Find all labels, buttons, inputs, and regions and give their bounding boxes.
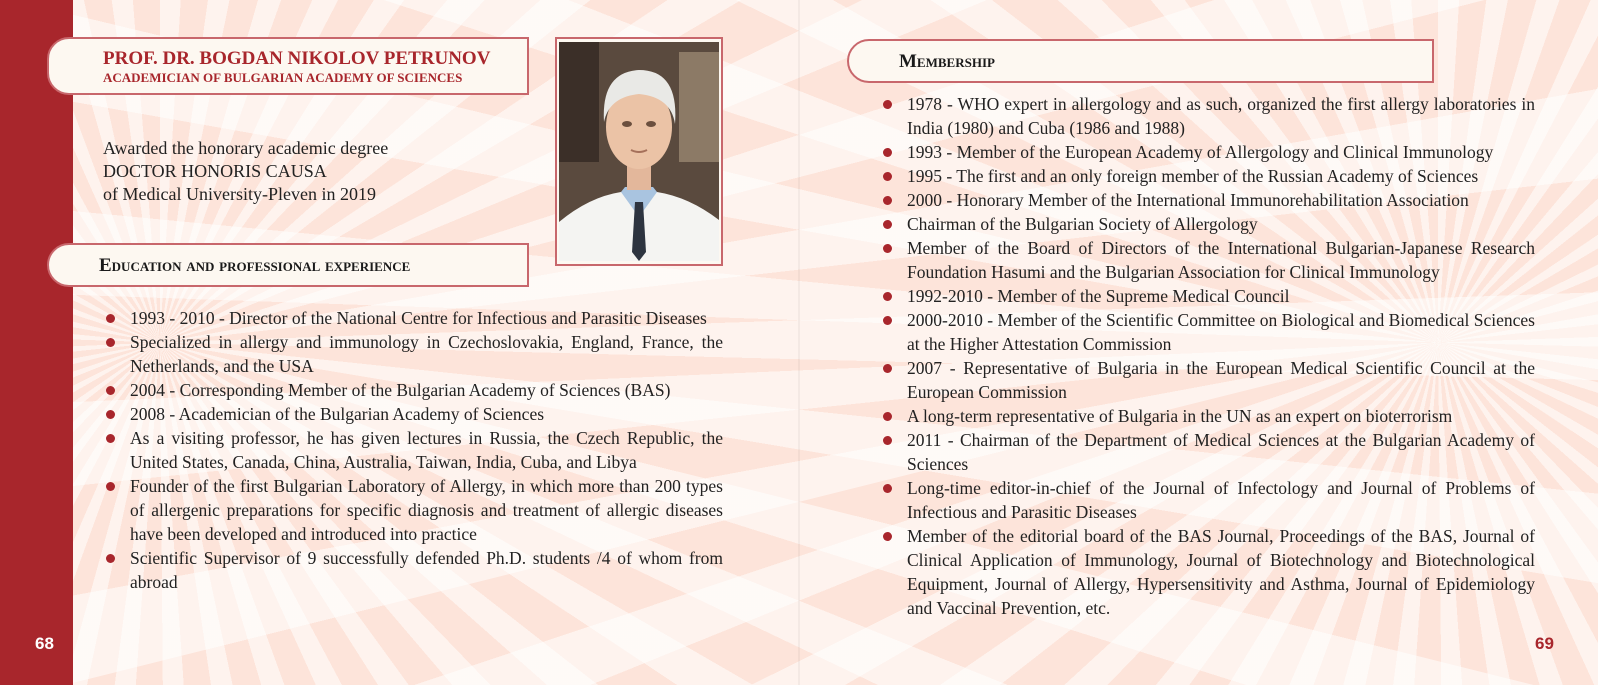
honor-line: DOCTOR HONORIS CAUSA <box>103 161 327 181</box>
list-item: 2004 - Corresponding Member of the Bulgarian Academy of Sciences (BAS) <box>103 378 723 402</box>
list-item: 2000 - Honorary Member of the International Immunorehabilitation Association <box>880 188 1535 212</box>
list-item: Founder of the first Bulgarian Laboratory of Allergy, in which more than 200 types of allergenic preparations for specific diagnosis and treatment of allergic diseases have been developed and introduced into practice <box>103 474 723 546</box>
left-spine-bar <box>0 0 73 685</box>
membership-heading-box <box>847 39 1434 83</box>
person-name: PROF. DR. BOGDAN NIKOLOV PETRUNOV <box>103 48 491 69</box>
honorary-degree-text <box>103 137 388 206</box>
list-item: Member of the editorial board of the BAS Journal, Proceedings of the BAS, Journal of Clinical Application of Immunology, Journal of Biotechnology and Biotechnological Equipment, Journal of Allergy, Hypersensitivity and Asthma, Journal of Epidemiology and Vaccinal Prevention, etc. <box>880 524 1535 620</box>
education-heading-box <box>47 243 529 287</box>
portrait-photo <box>559 42 719 261</box>
list-item: 2011 - Chairman of the Department of Medical Sciences at the Bulgarian Academy of Sciences <box>880 428 1535 476</box>
list-item: Long-time editor-in-chief of the Journal of Infectology and Journal of Problems of Infectious and Parasitic Diseases <box>880 476 1535 524</box>
list-item: 1993 - 2010 - Director of the National Centre for Infectious and Parasitic Diseases <box>103 306 723 330</box>
list-item: 1992-2010 - Member of the Supreme Medical Council <box>880 284 1535 308</box>
honor-line: Awarded the honorary academic degree <box>103 138 389 158</box>
list-item: Scientific Supervisor of 9 successfully defended Ph.D. students /4 of whom from abroad <box>103 546 723 594</box>
honor-line: of Medical University-Pleven in 2019 <box>103 184 376 204</box>
page-number-right: 69 <box>1535 634 1554 653</box>
membership-list <box>880 92 1535 620</box>
list-item: 1995 - The first and an only foreign member of the Russian Academy of Sciences <box>880 164 1535 188</box>
page-fold <box>798 0 800 685</box>
membership-heading: Membership <box>899 51 995 72</box>
page-number-left: 68 <box>35 634 54 653</box>
portrait-photo-frame <box>555 37 723 266</box>
list-item: Specialized in allergy and immunology in Czechoslovakia, England, France, the Netherlands, and the USA <box>103 330 723 378</box>
education-list <box>103 306 723 594</box>
list-item: 1993 - Member of the European Academy of Allergology and Clinical Immunology <box>880 140 1535 164</box>
list-item: 2008 - Academician of the Bulgarian Academy of Sciences <box>103 402 723 426</box>
list-item: Chairman of the Bulgarian Society of Allergology <box>880 212 1535 236</box>
person-title: ACADEMICIAN OF BULGARIAN ACADEMY OF SCIENCES <box>103 70 463 85</box>
list-item: 1978 - WHO expert in allergology and as such, organized the first allergy laboratories in India (1980) and Cuba (1986 and 1988) <box>880 92 1535 140</box>
list-item: A long-term representative of Bulgaria in the UN as an expert on bioterrorism <box>880 404 1535 428</box>
list-item: As a visiting professor, he has given lectures in Russia, the Czech Republic, the United States, Canada, China, Australia, Taiwan, India, Cuba, and Libya <box>103 426 723 474</box>
education-heading: Education and professional experience <box>99 255 411 276</box>
list-item: Member of the Board of Directors of the International Bulgarian-Japanese Research Foundation Hasumi and the Bulgarian Association for Clinical Immunology <box>880 236 1535 284</box>
list-item: 2000-2010 - Member of the Scientific Committee on Biological and Biomedical Sciences at the Higher Attestation Commission <box>880 308 1535 356</box>
name-header-box <box>47 37 529 95</box>
list-item: 2007 - Representative of Bulgaria in the European Medical Scientific Council at the European Commission <box>880 356 1535 404</box>
